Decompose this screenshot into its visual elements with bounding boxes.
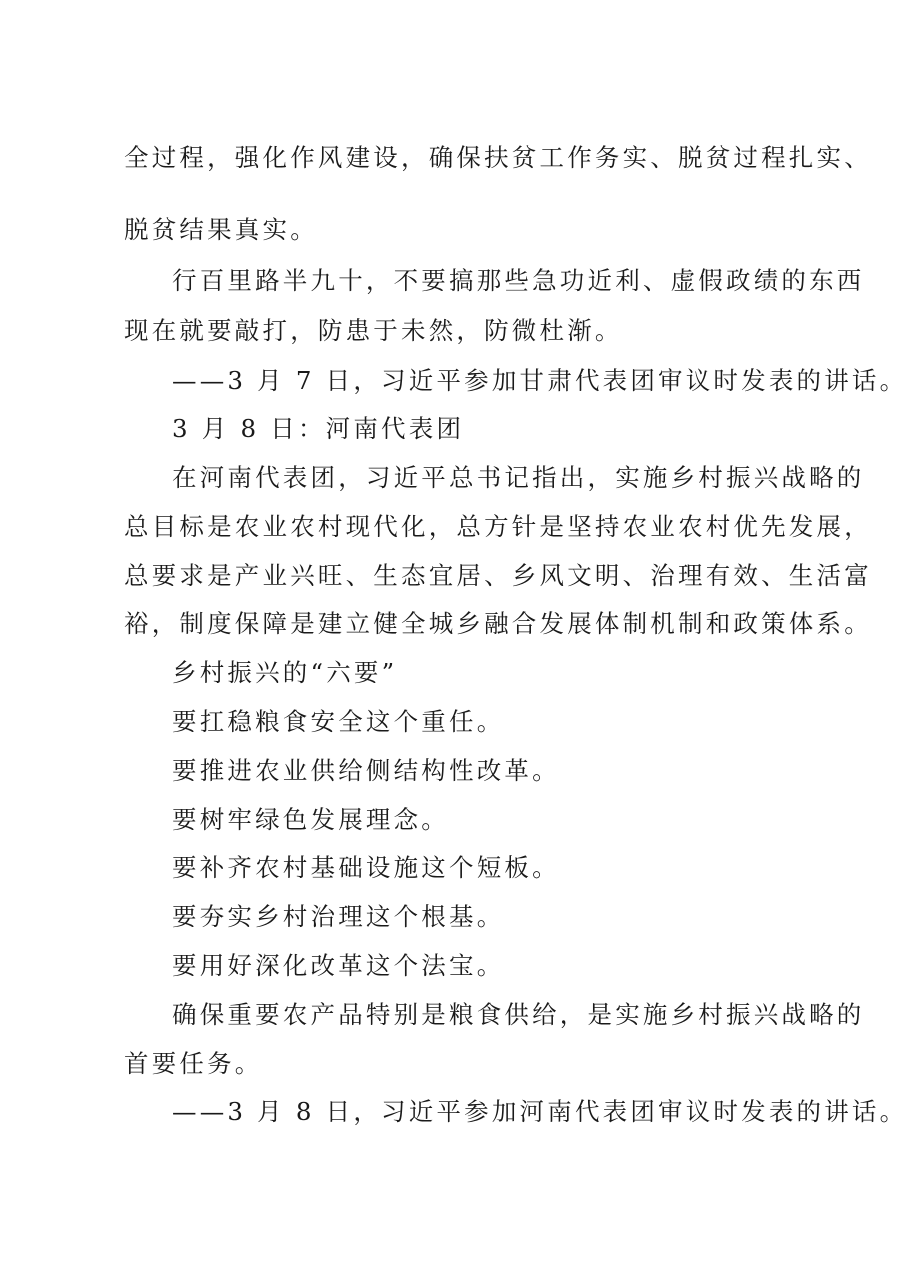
text-line: 首要任务。 <box>124 1049 263 1078</box>
list-item: 要用好深化改革这个法宝。 <box>172 951 505 980</box>
text-line: 行百里路半九十，不要搞那些急功近利、虚假政绩的东西 <box>172 266 865 295</box>
text-line: 总目标是农业农村现代化，总方针是坚持农业农村优先发展， <box>124 512 872 541</box>
list-item: 要补齐农村基础设施这个短板。 <box>172 853 560 882</box>
text-line: 现在就要敲打，防患于未然，防微杜渐。 <box>124 316 623 345</box>
attribution-line: ——3 月 8 日，习近平参加河南代表团审议时发表的讲话。 <box>172 1097 908 1126</box>
text-line: 脱贫结果真实。 <box>124 215 318 244</box>
text-line: 在河南代表团，习近平总书记指出，实施乡村振兴战略的 <box>172 463 865 492</box>
list-item: 要推进农业供给侧结构性改革。 <box>172 756 560 785</box>
text-line: 全过程，强化作风建设，确保扶贫工作务实、脱贫过程扎实、 <box>124 143 872 172</box>
attribution-line: ——3 月 7 日，习近平参加甘肃代表团审议时发表的讲话。 <box>172 366 908 395</box>
text-line: 裕，制度保障是建立健全城乡融合发展体制机制和政策体系。 <box>124 609 872 638</box>
text-line: 总要求是产业兴旺、生态宜居、乡风文明、治理有效、生活富 <box>124 561 872 590</box>
list-item: 要夯实乡村治理这个根基。 <box>172 902 505 931</box>
list-item: 要扛稳粮食安全这个重任。 <box>172 707 505 736</box>
text-line: 确保重要农产品特别是粮食供给，是实施乡村振兴战略的 <box>172 1000 865 1029</box>
section-heading: 3 月 8 日：河南代表团 <box>172 414 465 443</box>
subheading: 乡村振兴的“六要” <box>172 658 398 687</box>
list-item: 要树牢绿色发展理念。 <box>172 805 449 834</box>
